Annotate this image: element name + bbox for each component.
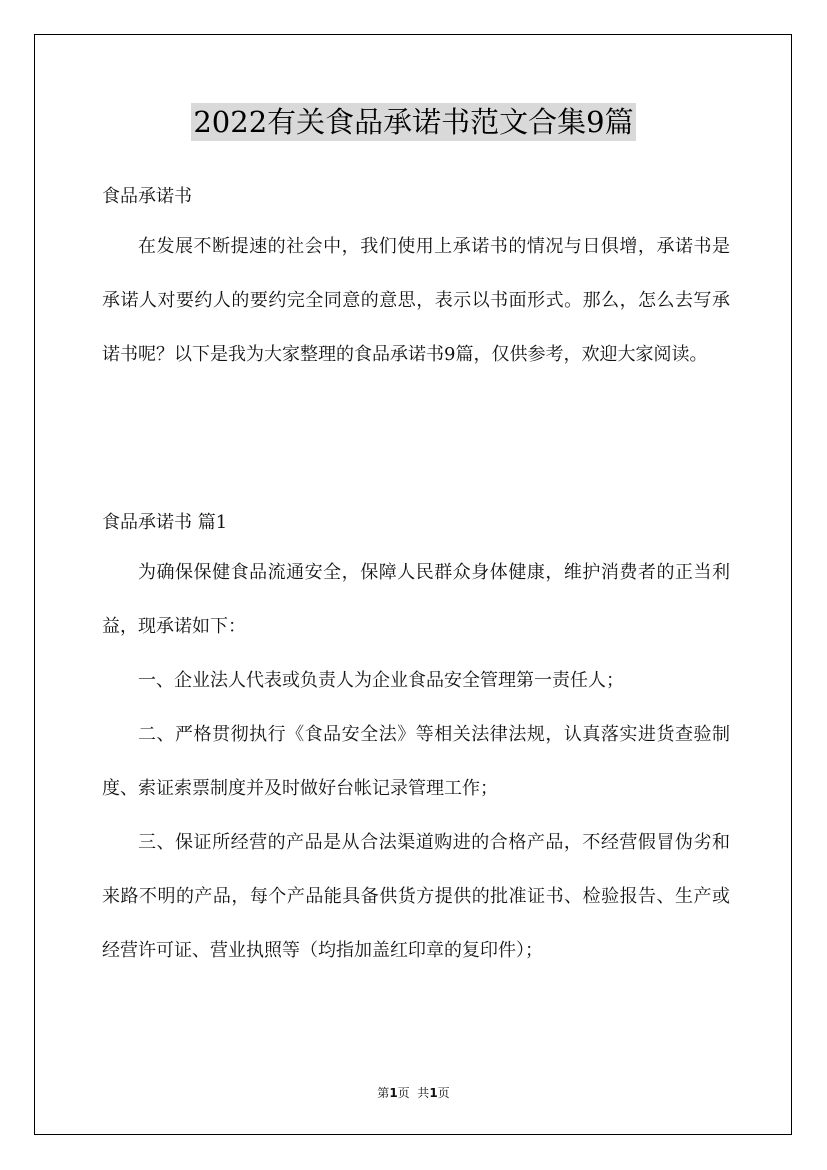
document-title-text: 2022有关食品承诺书范文合集9篇	[193, 105, 634, 139]
footer-suffix: 页	[437, 1086, 450, 1100]
paragraph-4: 三、保证所经营的产品是从合法渠道购进的合格产品，不经营假冒伪劣和来路不明的产品，每个产品能具备供货方提供的批准证书、检验报告、生产或经营许可证、营业执照等（均指加盖红印章的复印件）；	[102, 832, 730, 961]
footer-mid: 页 共	[397, 1086, 430, 1100]
paragraph-2: 一、企业法人代表或负责人为企业食品安全管理第一责任人；	[138, 670, 624, 691]
article-heading: 食品承诺书 篇1	[102, 512, 228, 533]
section-heading: 食品承诺书	[102, 186, 192, 207]
paragraph-1: 为确保保健食品流通安全，保障人民群众身体健康，维护消费者的正当利益，现承诺如下：	[102, 562, 730, 637]
intro-paragraph: 在发展不断提速的社会中，我们使用上承诺书的情况与日俱增，承诺书是承诺人对要约人的要约完全同意的意思，表示以书面形式。那么，怎么去写承诺书呢？以下是我为大家整理的食品承诺书9篇，仅供参考，欢迎大家阅读。	[102, 236, 730, 365]
document-title	[0, 100, 827, 141]
footer-page-number: 1	[389, 1086, 398, 1100]
footer-prefix: 第	[377, 1086, 390, 1100]
page-footer	[0, 1084, 827, 1101]
footer-total-pages: 1	[429, 1086, 438, 1100]
paragraph-3: 二、严格贯彻执行《食品安全法》等相关法律法规，认真落实进货查验制度、索证索票制度并及时做好台帐记录管理工作；	[102, 724, 730, 799]
